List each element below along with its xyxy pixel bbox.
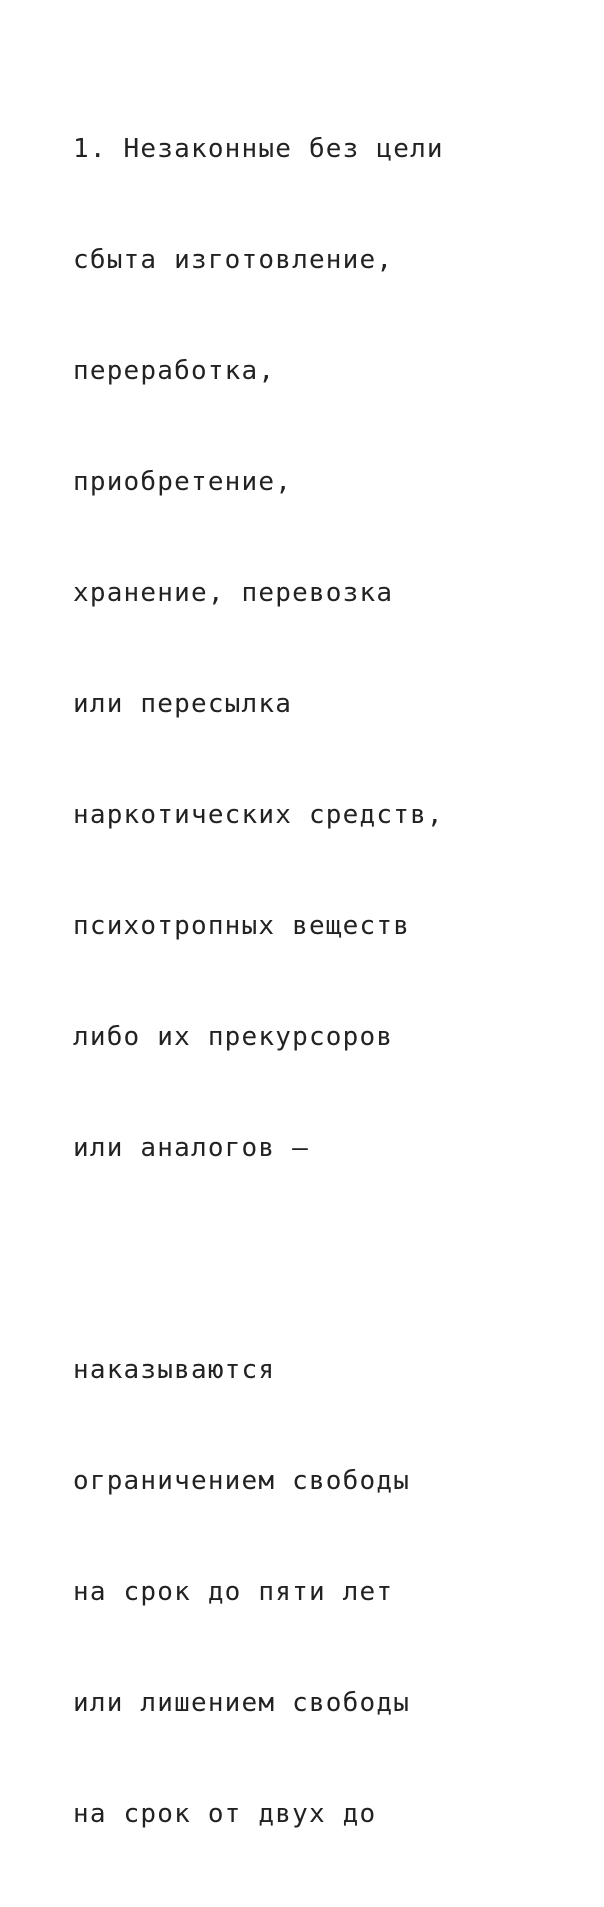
text-line: наказываются — [73, 1355, 276, 1385]
text-line: ограничением свободы — [73, 1466, 411, 1496]
text-line: наркотических средств, — [73, 800, 444, 830]
text-line: на срок до пяти лет — [73, 1577, 394, 1607]
text-line: психотропных веществ — [73, 911, 411, 941]
paragraph-gap — [73, 1241, 593, 1278]
text-line: или аналогов – — [73, 1133, 309, 1163]
text-line: 1. Незаконные без цели — [73, 134, 444, 164]
text-line: переработка, — [73, 356, 276, 386]
text-line: или лишением свободы — [73, 1688, 411, 1718]
text-line: сбыта изготовление, — [73, 245, 394, 275]
article-text — [73, 57, 593, 1907]
text-line: хранение, перевозка — [73, 578, 394, 608]
text-line: или пересылка — [73, 689, 293, 719]
text-line: приобретение, — [73, 467, 293, 497]
text-line: на срок от двух до — [73, 1799, 377, 1829]
text-line: либо их прекурсоров — [73, 1022, 394, 1052]
